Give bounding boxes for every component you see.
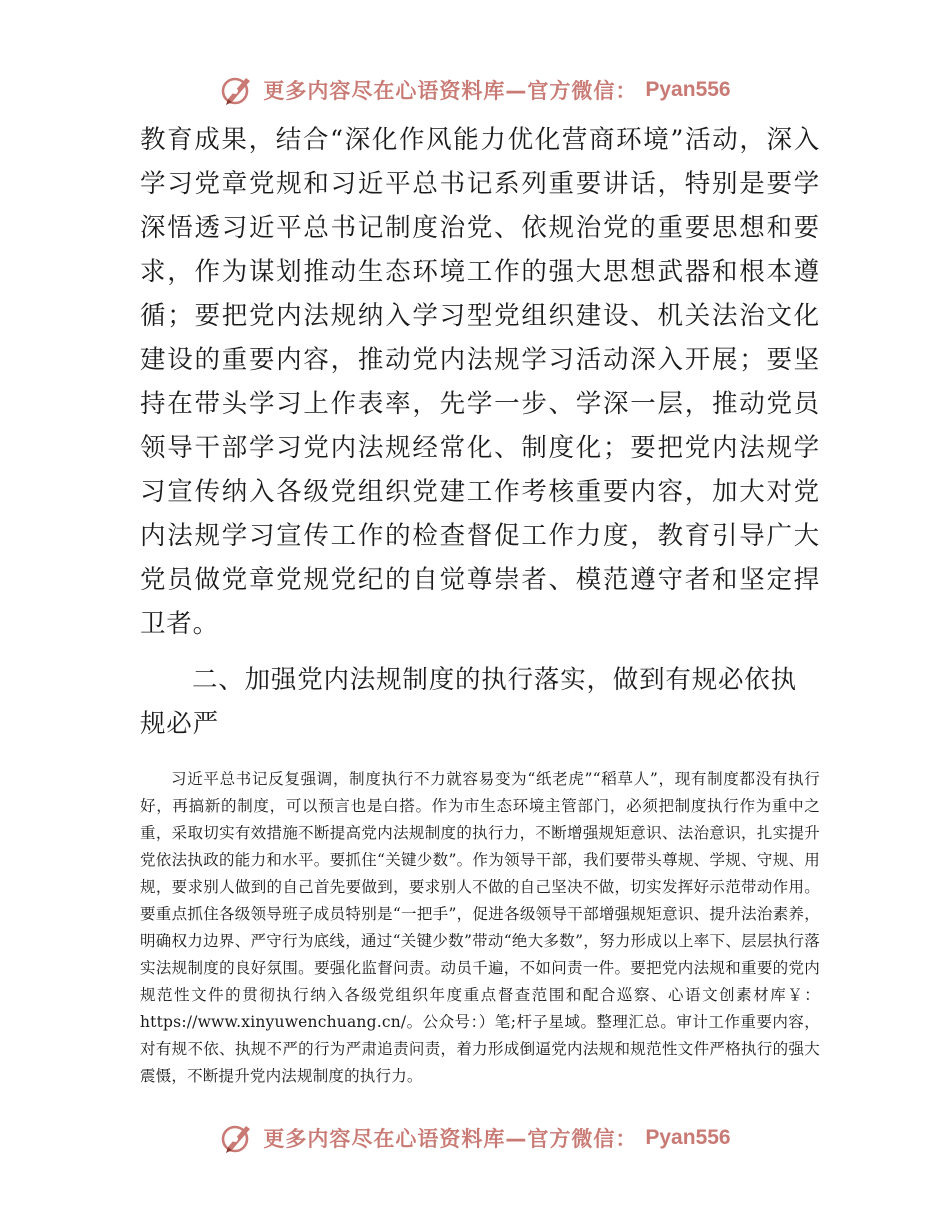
footer-watermark <box>0 1118 950 1158</box>
pen-circle-logo-icon <box>219 1120 255 1156</box>
header-watermark <box>0 70 950 110</box>
watermark-brand-text: 更多内容尽在心语资料库—官方微信： <box>263 79 638 103</box>
watermark-brand-text: 更多内容尽在心语资料库—官方微信： <box>263 1127 638 1151</box>
document-body <box>140 118 820 1090</box>
watermark-wechat-id: Pyan556 <box>645 78 731 101</box>
watermark-wechat-id: Pyan556 <box>645 1126 731 1149</box>
pen-circle-logo-icon <box>219 72 255 108</box>
section-heading: 二、加强党内法规制度的执行落实，做到有规必依执规必严 <box>140 665 797 739</box>
paragraph-body: 习近平总书记反复强调，制度执行不力就容易变为“纸老虎”“稻草人”，现有制度都没有执行好，再搞新的制度，可以预言也是白搭。作为市生态环境主管部门，必须把制度执行作为重中之重，采取切实有效措施不断提高党内法规制度的执行力，不断增强规矩意识、法治意识，扎实提升党依法执政的能力和水平。要抓住“关键少数”。作为领导干部，我们要带头尊规、学规、守规、用规，要求别人做到的自己首先要做到，要求别人不做的自己坚决不做，切实发挥好示范带动作用。要重点抓住各级领导班子成员特别是“一把手”，促进各级领导干部增强规矩意识、提升法治素养，明确权力边界、严守行为底线，通过“关键少数”带动“绝大多数”，努力形成以上率下、层层执行落实法规制度的良好氛围。要强化监督问责。动员千遍，不如问责一件。要把党内法规和重要的党内规范性文件的贯彻执行纳入各级党组织年度重点督查范围和配合巡察、心语文创素材库￥：https://www.xinyuwenchuang.cn/。公众号：）笔;杆子星域。整理汇总。审计工作重要内容，对有规不依、执规不严的行为严肃追责问责，着力形成倒逼党内法规和规范性文件严格执行的强大震慑，不断提升党内法规制度的执行力。 <box>140 770 820 1085</box>
paragraph-continued: 教育成果，结合“深化作风能力优化营商环境”活动，深入学习党章党规和习近平总书记系列重要讲话，特别是要学深悟透习近平总书记制度治党、依规治党的重要思想和要求，作为谋划推动生态环境工作的强大思想武器和根本遵循；要把党内法规纳入学习型党组织建设、机关法治文化建设的重要内容，推动党内法规学习活动深入开展；要坚持在带头学习上作表率，先学一步、学深一层，推动党员领导干部学习党内法规经常化、制度化；要把党内法规学习宣传纳入各级党组织党建工作考核重要内容，加大对党内法规学习宣传工作的检查督促工作力度，教育引导广大党员做党章党规党纪的自觉尊崇者、模范遵守者和坚定捍卫者。 <box>140 125 820 639</box>
